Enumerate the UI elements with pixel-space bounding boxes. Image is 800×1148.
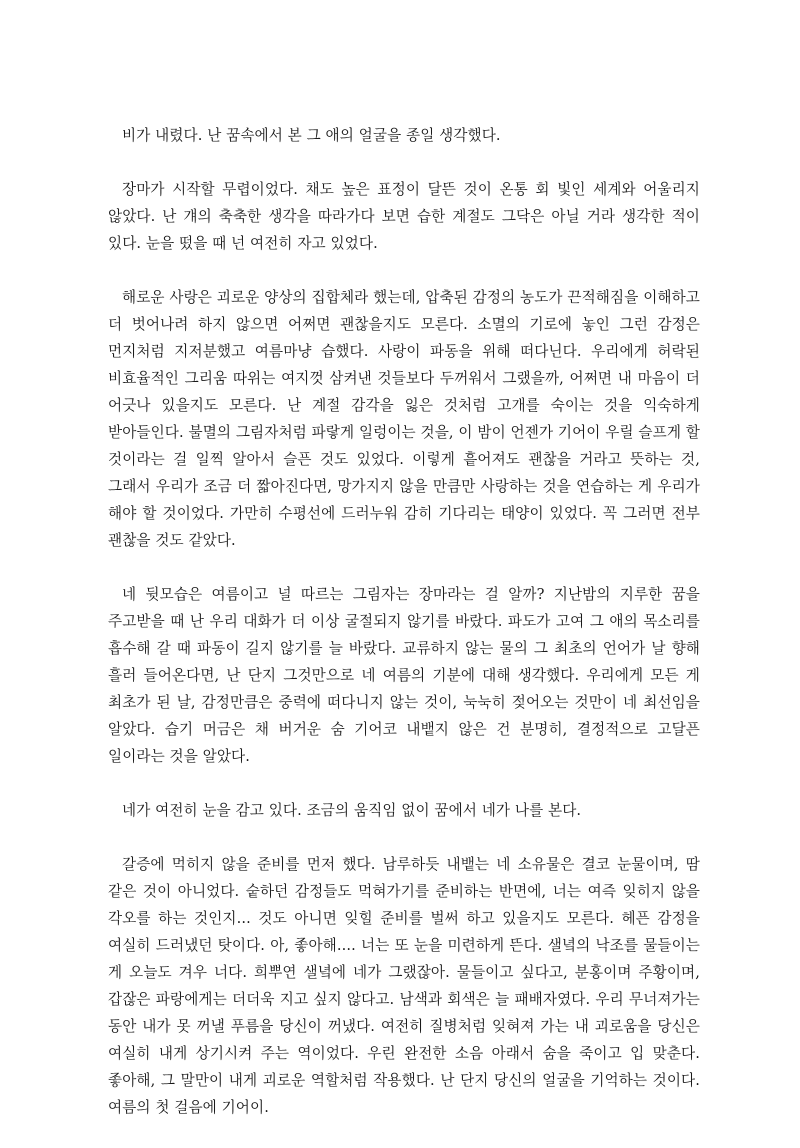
paragraph-1: 비가 내렸다. 난 꿈속에서 본 그 애의 얼굴을 종일 생각했다.	[122, 127, 501, 144]
paragraph-4: 네 뒷모습은 여름이고 널 따르는 그림자는 장마라는 걸 알까? 지난밤의 지루한 꿈을 주고받을 때 난 우리 대화가 더 이상 굴절되지 않기를 바랐다. 파도가 고여 그 애의 목소리를 흡수해 갈 때 파동이 길지 않기를 늘 바랐다. 교류하지 않는 물의 그 최초의 언어가 날 향해 흘러 들어온다면, 난 단지 그것만으로 네 여름의 기분에 대해 생각했다. 우리에게 모든 게 최초가 된 날, 감정만큼은 중력에 떠다니지 않는 것이, 눅눅히 젖어오는 것만이 네 최선임을 알았다. 습기 머금은 채 버거운 숨 기어코 내뱉지 않은 건 분명히, 결정적으로 고달픈 일이라는 것을 알았다.	[108, 586, 700, 765]
document-body	[108, 122, 700, 1148]
paragraph-5: 네가 여전히 눈을 감고 있다. 조금의 움직임 없이 꿈에서 네가 나를 본다.	[122, 802, 582, 819]
paragraph-3: 해로운 사랑은 괴로운 양상의 집합체라 했는데, 압축된 감정의 농도가 끈적해짐을 이해하고 더 벗어나려 하지 않으면 어쩌면 괜찮을지도 모른다. 소멸의 기로에 놓인 그런 감정은 먼지처럼 지저분했고 여름마냥 습했다. 사랑이 파동을 위해 떠다닌다. 우리에게 허락된 비효율적인 그리움 따위는 여지껏 삼켜낸 것들보다 두꺼워서 그랬을까, 어쩌면 내 마음이 더 어긋나 있을지도 모른다. 난 계절 감각을 잃은 것처럼 고개를 숙이는 것을 익숙하게 받아들인다. 불멸의 그림자처럼 파랗게 일렁이는 것을, 이 밤이 언젠가 기어이 우릴 슬프게 할 것이라는 걸 일찍 알아서 슬픈 것도 있었다. 이렇게 흩어져도 괜찮을 거라고 뜻하는 것, 그래서 우리가 조금 더 짧아진다면, 망가지지 않을 만큼만 사랑하는 것을 연습하는 게 우리가 해야 할 것이었다. 가만히 수평선에 드러누워 감히 기다리는 태양이 있었다. 꼭 그러면 전부 괜찮을 것도 같았다.	[108, 289, 700, 549]
paragraph-2: 장마가 시작할 무렵이었다. 채도 높은 표정이 달뜬 것이 온통 회 빛인 세계와 어울리지 않았다. 난 걔의 축축한 생각을 따라가다 보면 습한 계절도 그닥은 아닐 거라 생각한 적이 있다. 눈을 떴을 때 넌 여전히 자고 있었다.	[108, 181, 700, 252]
paragraph-6: 갈증에 먹히지 않을 준비를 먼저 했다. 남루하듯 내뱉는 네 소유물은 결코 눈물이며, 땀 같은 것이 아니었다. 숱하던 감정들도 먹혀가기를 준비하는 반면에, 너는 여즉 잊히지 않을 각오를 하는 것인지... 것도 아니면 잊힐 준비를 벌써 하고 있을지도 모른다. 헤픈 감정을 여실히 드러냈던 탓이다. 아, 좋아해.... 너는 또 눈을 미련하게 뜬다. 샐녘의 낙조를 물들이는 게 오늘도 겨우 너다. 희뿌연 샐녘에 네가 그랬잖아. 물들이고 싶다고, 분홍이며 주황이며, 갑잖은 파랑에게는 더더욱 지고 싶지 않다고. 남색과 회색은 늘 패배자였다. 우리 무너져가는 동안 내가 못 꺼낼 푸름을 당신이 꺼냈다. 여전히 질병처럼 잊혀져 가는 내 괴로움을 당신은 여실히 내게 상기시켜 주는 역이었다. 우린 완전한 소음 아래서 숨을 죽이고 입 맞춘다. 좋아해, 그 말만이 내게 괴로운 역할처럼 작용했다. 난 단지 당신의 얼굴을 기억하는 것이다. 여름의 첫 걸음에 기어이.	[108, 856, 700, 1116]
